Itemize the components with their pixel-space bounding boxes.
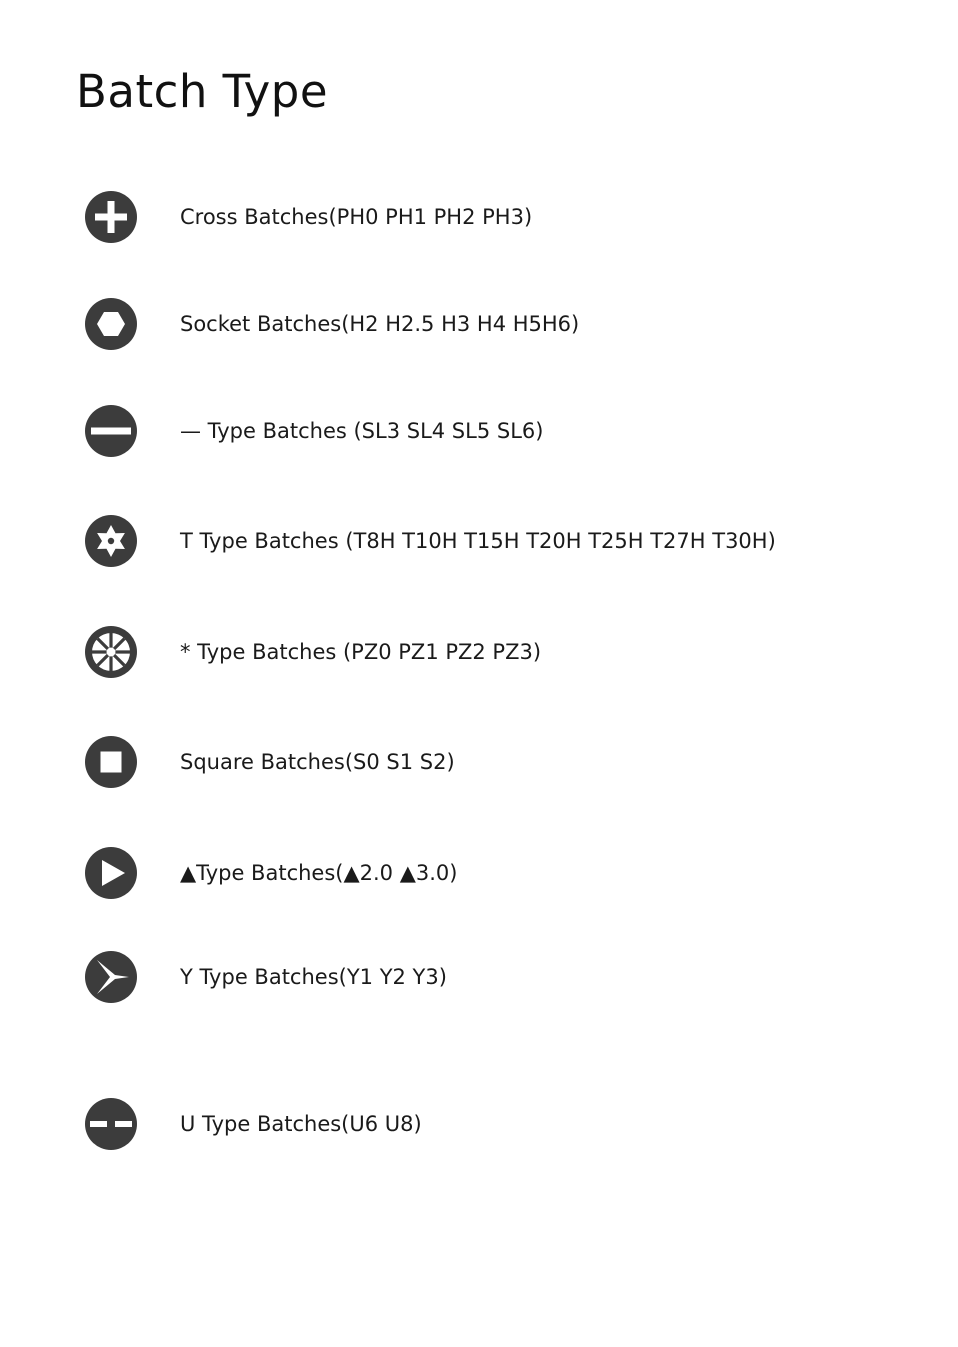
batch-label: Y Type Batches(Y1 Y2 Y3): [180, 965, 447, 989]
batch-row-torx: [84, 514, 904, 568]
batch-row-slotted: [84, 404, 904, 458]
batch-label: Square Batches(S0 S1 S2): [180, 750, 455, 774]
cross-icon: [84, 190, 138, 244]
page-title: Batch Type: [76, 65, 329, 118]
batch-label: U Type Batches(U6 U8): [180, 1112, 422, 1136]
batch-row-u-type: [84, 1097, 904, 1151]
tri-wing-icon: [84, 950, 138, 1004]
hexagon-socket-icon: [84, 297, 138, 351]
batch-row-cross: [84, 190, 904, 244]
batch-label: ▲Type Batches(▲2.0 ▲3.0): [180, 861, 458, 885]
batch-row-socket: [84, 297, 904, 351]
square-icon: [84, 735, 138, 789]
batch-label: Socket Batches(H2 H2.5 H3 H4 H5H6): [180, 312, 580, 336]
batch-label: Cross Batches(PH0 PH1 PH2 PH3): [180, 205, 533, 229]
batch-label: — Type Batches (SL3 SL4 SL5 SL6): [180, 419, 544, 443]
batch-row-square: [84, 735, 904, 789]
batch-row-pozidriv: [84, 625, 904, 679]
pozidriv-icon: [84, 625, 138, 679]
batch-row-triangle: [84, 846, 904, 900]
slotted-icon: [84, 404, 138, 458]
batch-label: * Type Batches (PZ0 PZ1 PZ2 PZ3): [180, 640, 542, 664]
batch-label: T Type Batches (T8H T10H T15H T20H T25H T27H T30H): [180, 529, 776, 553]
batch-row-tri-wing: [84, 950, 904, 1004]
spanner-u-icon: [84, 1097, 138, 1151]
torx-star-icon: [84, 514, 138, 568]
triangle-icon: [84, 846, 138, 900]
